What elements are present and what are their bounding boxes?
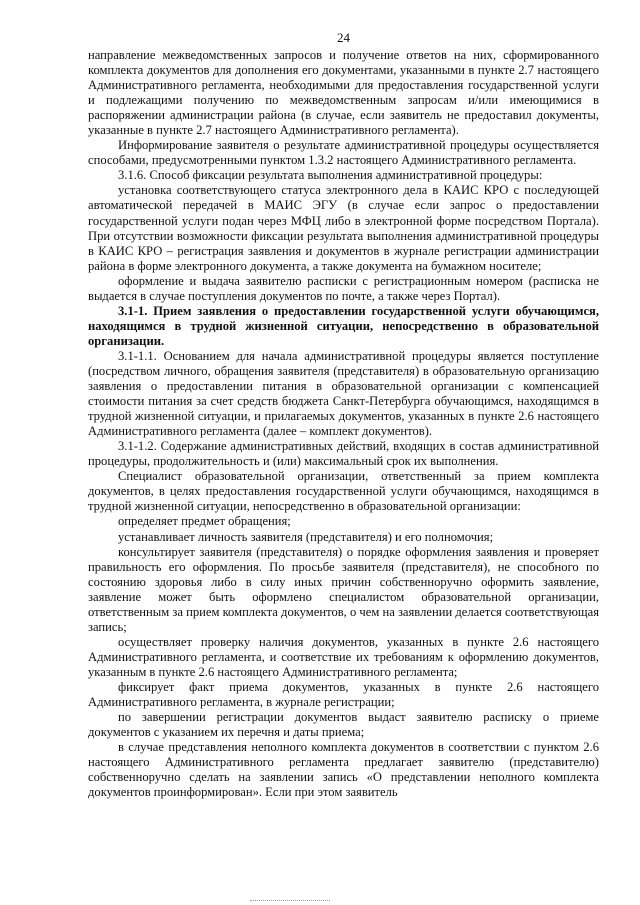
paragraph: консультирует заявителя (представителя) о порядке оформления заявления и проверяет правильность его оформления. По просьбе заявителя (представителя), не способного по состоянию здоровья либо в силу иных причин собственноручно оформить заявление, заявление может быть оформлено специалистом образовательной организации, ответственным за прием комплекта документов, о чем на заявлении делается соответствующая запись; bbox=[88, 544, 600, 634]
paragraph: устанавливает личность заявителя (представителя) и его полномочия; bbox=[118, 529, 494, 544]
paragraph: 3.1-1.2. Содержание административных действий, входящих в состав административной процедуры, продолжительность и (или) максимальный срок их выполнения. bbox=[88, 439, 599, 469]
paragraph: установка соответствующего статуса электронного дела в КАИС КРО с последующей автоматической передачей в МАИС ЭГУ (в случае если запрос о предоставлении государственной услуги подан через МФЦ либо в электронной форме посредством Портала). При отсутствии возможности фиксации результата выполнения административной процедуры в КАИС КРО – регистрация заявления и документов в журнале регистрации администрации района в форме электронного документа, а также документа на бумажном носителе; bbox=[88, 183, 599, 273]
paragraph: определяет предмет обращения; bbox=[118, 514, 291, 529]
paragraph: в случае представления неполного комплекта документов в соответствии с пунктом 2.6 настоящего Административного регламента предлагает заявителю (представителю) собственноручно сделать на заявлении запись «О представлении неполного комплекта документов проинформирован». Если при этом заявитель bbox=[88, 740, 599, 800]
paragraph: 3.1-1.1. Основанием для начала административной процедуры является поступление (посредством личного, обращения заявителя (представителя) в образовательную организацию заявления о предоставлении питания в образовательной организации с компенсацией стоимости питания за счет средств бюджета Санкт-Петербурга обучающимся, находящимся в трудной жизненной ситуации, и прилагаемых документов, указанных в пункте 2.6 настоящего Административного регламента (далее – комплект документов). bbox=[88, 348, 599, 439]
paragraph: осуществляет проверку наличия документов, указанных в пункте 2.6 настоящего Административного регламента, и соответствие их требованиям к оформлению документов, указанным в пункте 2.6 настоящего Административного регламента; bbox=[88, 634, 599, 679]
paragraph: Информирование заявителя о результате административной процедуры осуществляется способами, предусмотренными пунктом 1.3.2 настоящего Административного регламента. bbox=[88, 138, 599, 168]
document-body bbox=[88, 48, 599, 800]
paragraph: Специалист образовательной организации, ответственный за прием комплекта документов, в целях предоставления государственной услуги обучающимся, находящимся в трудной жизненной ситуации, непосредственно в образовательной организации: bbox=[88, 469, 599, 514]
paragraph: оформление и выдача заявителю расписки с регистрационным номером (расписка не выдается в случае поступления документов по почте, а также через Портал). bbox=[88, 273, 599, 303]
paragraph: фиксирует факт приема документов, указанных в пункте 2.6 настоящего Административного регламента, в журнале регистрации; bbox=[88, 679, 599, 710]
scan-artifact bbox=[250, 900, 330, 901]
paragraph: направление межведомственных запросов и получение ответов на них, сформированного комплекта документов для дополнения его документами, указанными в пункте 2.7 настоящего Административного регламента, необходимыми для предоставления государственной услуги и подлежащими получению по межведомственным запросам и/или имеющимися в распоряжении администрации района (в случае, если заявитель не предоставил документы, указанные в пункте 2.7 настоящего Административного регламента). bbox=[88, 48, 599, 138]
page-number: 24 bbox=[337, 30, 350, 45]
paragraph: по завершении регистрации документов выдаст заявителю расписку о приеме документов с указанием их перечня и даты приема; bbox=[88, 710, 599, 740]
paragraph: 3.1.6. Способ фиксации результата выполнения административной процедуры: bbox=[118, 168, 543, 183]
section-heading: 3.1-1. Прием заявления о предоставлении государственной услуги обучающимся, находящимся в трудной жизненной ситуации, непосредственно в образовательной организации. bbox=[88, 303, 599, 348]
